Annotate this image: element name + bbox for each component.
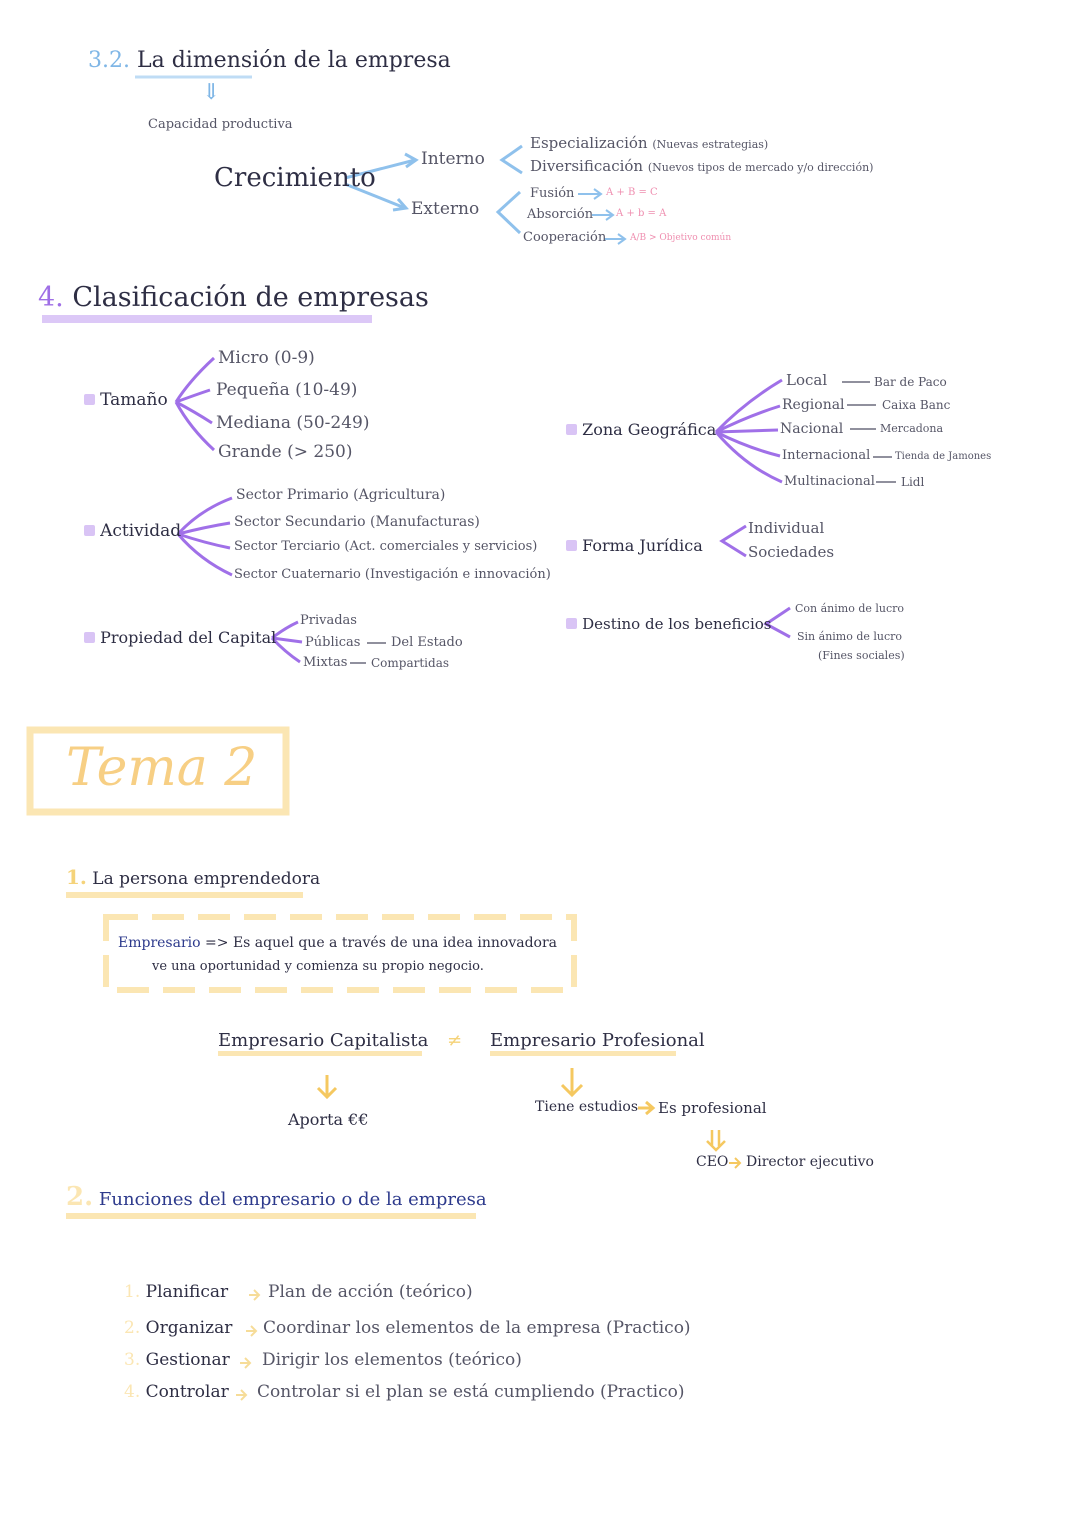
tema-title: Tema 2 — [66, 738, 258, 798]
section-1-heading — [66, 865, 320, 889]
bullet-icon — [84, 394, 95, 405]
fusion-item: Fusión — [530, 186, 575, 201]
profesional-desc-estudios: Tiene estudios — [535, 1099, 639, 1115]
actividad-item-primario: Sector Primario (Agricultura) — [236, 487, 446, 503]
section-4-heading — [38, 282, 429, 313]
function-row: 4. Controlar — [124, 1382, 229, 1402]
empresario-capitalista: Empresario Capitalista — [218, 1030, 429, 1051]
forma-label: Forma Jurídica — [582, 536, 703, 555]
capacidad-label: Capacidad productiva — [148, 117, 293, 132]
zona-group — [566, 420, 716, 439]
function-desc: Dirigir los elementos (teórico) — [262, 1350, 522, 1370]
function-desc: Controlar si el plan se está cumpliendo (Practico) — [257, 1382, 685, 1402]
absorcion-formula: A + b = A — [616, 208, 667, 219]
tamano-item-pequena: Pequeña (10-49) — [216, 380, 358, 400]
section-32-heading — [88, 48, 451, 73]
function-row: 2. Organizar — [124, 1318, 233, 1338]
tamano-item-grande: Grande (> 250) — [218, 442, 353, 462]
zona-item-internacional: Internacional — [782, 448, 871, 463]
propiedad-label: Propiedad del Capital — [100, 628, 277, 647]
destino-item-sin-animo: Sin ánimo de lucro — [797, 630, 903, 643]
function-name: Planificar — [145, 1282, 229, 1302]
externo-label: Externo — [411, 199, 480, 219]
tamano-item-mediana: Mediana (50-249) — [216, 413, 370, 433]
not-equal-sign: ≠ — [447, 1030, 463, 1051]
definition-line-2: ve una oportunidad y comienza su propio negocio. — [152, 959, 484, 974]
actividad-item-cuaternario: Sector Cuaternario (Investigación e innovación) — [234, 567, 551, 582]
zona-example-internacional: Tienda de Jamones — [895, 451, 992, 462]
forma-group — [566, 536, 703, 555]
actividad-item-secundario: Sector Secundario (Manufacturas) — [234, 514, 480, 530]
diversificacion-item: Diversificación (Nuevos tipos de mercado y/o dirección) — [530, 157, 874, 175]
cooperacion-item: Cooperación — [523, 230, 607, 245]
especializacion-item: Especialización (Nuevas estrategias) — [530, 134, 769, 152]
section-2-title: Funciones del empresario o de la empresa — [98, 1189, 487, 1210]
section-1-title: La persona emprendedora — [92, 869, 321, 889]
destino-label: Destino de los beneficios — [582, 615, 772, 633]
section-32-title: La dimensión de la empresa — [136, 48, 451, 73]
propiedad-item-privadas: Privadas — [300, 613, 357, 628]
definition-arrow: => — [205, 935, 229, 951]
definition-line-1: Empresario => Es aquel que a través de una idea innovadora — [118, 935, 558, 951]
definition-term: Empresario — [118, 935, 201, 951]
bullet-icon — [566, 540, 577, 551]
function-name: Controlar — [145, 1382, 229, 1402]
function-desc: Coordinar los elementos de la empresa (Practico) — [263, 1318, 691, 1338]
equiv-arrow: ⇓ — [202, 80, 221, 105]
zona-item-multinacional: Multinacional — [784, 474, 875, 489]
function-name: Gestionar — [145, 1350, 230, 1370]
ceo-label: CEO — [696, 1154, 729, 1170]
zona-example-local: Bar de Paco — [874, 375, 947, 389]
function-row: 3. Gestionar — [124, 1350, 230, 1370]
forma-item-sociedades: Sociedades — [748, 543, 835, 561]
fusion-formula: A + B = C — [606, 187, 658, 198]
zona-item-nacional: Nacional — [780, 421, 844, 437]
section-4-number: 4. — [38, 282, 64, 313]
forma-item-individual: Individual — [748, 519, 825, 537]
propiedad-item-publicas: Públicas — [305, 635, 361, 650]
section-2-heading — [66, 1182, 487, 1212]
bullet-icon — [84, 525, 95, 536]
zona-example-multinacional: Lidl — [901, 475, 925, 489]
actividad-group — [84, 521, 181, 541]
tamano-item-micro: Micro (0-9) — [218, 348, 315, 368]
actividad-item-terciario: Sector Terciario (Act. comerciales y servicios) — [234, 539, 538, 554]
ceo-desc: Director ejecutivo — [746, 1154, 874, 1170]
cooperacion-formula: A/B > Objetivo común — [630, 233, 732, 243]
absorcion-item: Absorción — [527, 207, 594, 222]
destino-item-con-animo: Con ánimo de lucro — [795, 602, 905, 615]
destino-group — [566, 614, 771, 633]
interno-label: Interno — [421, 149, 485, 169]
empresario-profesional: Empresario Profesional — [490, 1030, 705, 1051]
section-4-title: Clasificación de empresas — [72, 282, 429, 313]
destino-item-fines: (Fines sociales) — [818, 649, 905, 662]
function-name: Organizar — [145, 1318, 233, 1338]
tamano-group — [84, 390, 168, 410]
crecimiento-label: Crecimiento — [214, 163, 376, 193]
section-1-number: 1. — [66, 865, 87, 889]
propiedad-item-mixtas: Mixtas — [303, 655, 348, 670]
profesional-desc-es-profesional: Es profesional — [658, 1099, 767, 1117]
actividad-label: Actividad — [100, 521, 182, 541]
section-2-number: 2. — [66, 1182, 94, 1212]
propiedad-example-compartidas: Compartidas — [371, 656, 450, 670]
propiedad-group — [84, 628, 276, 647]
bullet-icon — [566, 618, 577, 629]
zona-item-local: Local — [786, 371, 828, 389]
function-row: 1. Planificar — [124, 1282, 229, 1302]
zona-example-nacional: Mercadona — [880, 422, 944, 435]
bullet-icon — [566, 424, 577, 435]
zona-item-regional: Regional — [782, 397, 845, 413]
bullet-icon — [84, 632, 95, 643]
zona-label: Zona Geográfica — [582, 420, 717, 439]
section-32-number: 3.2. — [88, 48, 130, 73]
propiedad-example-estado: Del Estado — [391, 635, 463, 650]
function-desc: Plan de acción (teórico) — [268, 1282, 473, 1302]
zona-example-regional: Caixa Banc — [882, 398, 951, 412]
tamano-label: Tamaño — [100, 390, 168, 410]
capitalista-desc: Aporta €€ — [288, 1110, 369, 1129]
